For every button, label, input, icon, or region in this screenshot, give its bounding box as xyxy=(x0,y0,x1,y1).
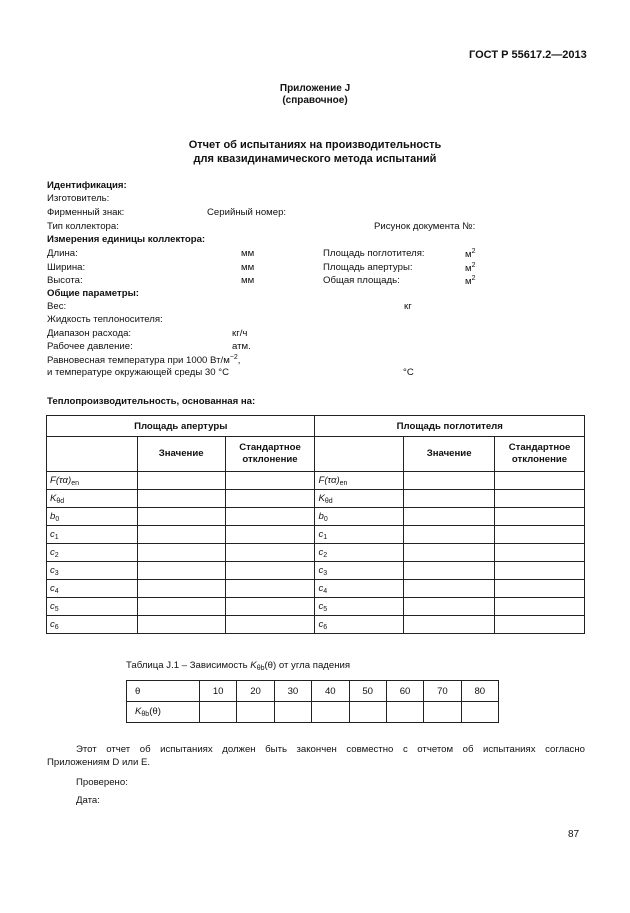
performance-heading: Теплопроизводительность, основанная на: xyxy=(47,396,256,407)
value-cell[interactable] xyxy=(404,508,495,526)
value-cell[interactable] xyxy=(137,562,225,580)
std-cell[interactable] xyxy=(225,490,315,508)
parameter-label: $K_{\theta d}$ xyxy=(315,490,404,508)
table-row xyxy=(47,544,585,562)
std-cell[interactable] xyxy=(495,598,585,616)
std-cell[interactable] xyxy=(225,508,315,526)
note-line2: Приложениям D или E. xyxy=(47,757,151,768)
parameter-label: $c_6$ xyxy=(47,616,138,634)
stagnation-label-line1: Равновесная температура при 1000 $Вт/м^{-2}$, xyxy=(47,354,241,366)
checked-label: Проверено: xyxy=(76,777,128,788)
angle-cell: 70 xyxy=(424,681,461,702)
general-heading: Общие параметры: xyxy=(47,288,139,299)
value-cell[interactable] xyxy=(404,526,495,544)
blank-header-cell xyxy=(315,437,404,472)
std-cell[interactable] xyxy=(495,616,585,634)
angle-table-caption: Таблица J.1 – Зависимость $K_{\theta b}(\theta)$ от угла падения xyxy=(126,660,351,672)
std-cell[interactable] xyxy=(225,562,315,580)
date-label: Дата: xyxy=(76,795,100,806)
aperture-std-header: Стандартное отклонение xyxy=(225,437,315,472)
value-cell[interactable] xyxy=(137,598,225,616)
absorber-value-header: Значение xyxy=(404,437,495,472)
k-value-cell[interactable] xyxy=(424,702,461,723)
std-cell[interactable] xyxy=(495,562,585,580)
table-row xyxy=(47,472,585,490)
std-cell[interactable] xyxy=(225,472,315,490)
gross-area-unit: $м^2$ xyxy=(465,275,476,287)
pressure-unit: атм. xyxy=(232,341,251,352)
table-row xyxy=(47,562,585,580)
table-row xyxy=(47,508,585,526)
table-row xyxy=(47,580,585,598)
weight-unit: кг xyxy=(404,301,412,312)
aperture-area-label: Площадь апертуры: xyxy=(323,262,413,273)
height-unit: мм xyxy=(241,275,255,286)
value-cell[interactable] xyxy=(137,472,225,490)
collector-type-label: Тип коллектора: xyxy=(47,221,119,232)
aperture-value-header: Значение xyxy=(137,437,225,472)
angle-cell: 20 xyxy=(237,681,274,702)
angle-cell: 30 xyxy=(274,681,311,702)
value-cell[interactable] xyxy=(137,526,225,544)
value-cell[interactable] xyxy=(404,616,495,634)
parameter-label: $c_1$ xyxy=(315,526,404,544)
std-cell[interactable] xyxy=(225,526,315,544)
parameter-label: $b_0$ xyxy=(47,508,138,526)
parameter-label: $c_3$ xyxy=(47,562,138,580)
parameter-label: $c_3$ xyxy=(315,562,404,580)
table-row xyxy=(47,526,585,544)
parameter-label: $F(\tau\alpha)_{en}$ xyxy=(47,472,138,490)
width-label: Ширина: xyxy=(47,262,86,273)
value-cell[interactable] xyxy=(404,580,495,598)
std-cell[interactable] xyxy=(495,508,585,526)
value-cell[interactable] xyxy=(404,562,495,580)
pressure-label: Рабочее давление: xyxy=(47,341,133,352)
appendix-title: Приложение J xyxy=(279,83,351,94)
parameter-label: $c_4$ xyxy=(47,580,138,598)
angle-cell: 40 xyxy=(312,681,349,702)
value-cell[interactable] xyxy=(137,508,225,526)
appendix-subtitle: (справочное) xyxy=(282,95,348,106)
std-cell[interactable] xyxy=(495,490,585,508)
std-cell[interactable] xyxy=(225,544,315,562)
absorber-area-label: Площадь поглотителя: xyxy=(323,248,425,259)
value-cell[interactable] xyxy=(404,544,495,562)
k-value-cell[interactable] xyxy=(386,702,423,723)
k-value-cell[interactable] xyxy=(274,702,311,723)
absorber-area-unit: $м^2$ xyxy=(465,248,476,260)
gross-area-label: Общая площадь: xyxy=(323,275,400,286)
theta-label: θ xyxy=(127,681,200,702)
parameter-label: $c_2$ xyxy=(315,544,404,562)
std-cell[interactable] xyxy=(495,544,585,562)
brand-label: Фирменный знак: xyxy=(47,207,125,218)
angle-cell: 80 xyxy=(461,681,498,702)
report-title-line2: для квазидинамического метода испытаний xyxy=(193,153,437,165)
flow-range-label: Диапазон расхода: xyxy=(47,328,132,339)
stagnation-label-line2: и температуре окружающей среды 30 °С xyxy=(47,367,230,378)
value-cell[interactable] xyxy=(404,472,495,490)
value-cell[interactable] xyxy=(137,580,225,598)
parameter-label: $c_4$ xyxy=(315,580,404,598)
parameter-label: $c_5$ xyxy=(315,598,404,616)
fluid-label: Жидкость теплоносителя: xyxy=(47,314,163,325)
width-unit: мм xyxy=(241,262,255,273)
table-row xyxy=(47,598,585,616)
value-cell[interactable] xyxy=(137,490,225,508)
table-row xyxy=(47,490,585,508)
angle-cell: 50 xyxy=(349,681,386,702)
aperture-group-header: Площадь апертуры xyxy=(47,416,315,437)
value-cell[interactable] xyxy=(137,616,225,634)
std-cell[interactable] xyxy=(495,580,585,598)
angle-cell: 10 xyxy=(200,681,237,702)
report-title-line1: Отчет об испытаниях на производительность xyxy=(188,139,442,151)
flow-unit: кг/ч xyxy=(232,328,248,339)
performance-table xyxy=(46,415,585,634)
k-value-cell[interactable] xyxy=(200,702,237,723)
parameter-label: $K_{\theta d}$ xyxy=(47,490,138,508)
height-label: Высота: xyxy=(47,275,83,286)
dimensions-heading: Измерения единицы коллектора: xyxy=(47,234,206,245)
blank-header-cell xyxy=(47,437,138,472)
temp-unit: °С xyxy=(403,367,414,378)
parameter-label: $c_6$ xyxy=(315,616,404,634)
absorber-group-header: Площадь поглотителя xyxy=(315,416,585,437)
parameter-label: $b_0$ xyxy=(315,508,404,526)
parameter-label: $c_2$ xyxy=(47,544,138,562)
k-value-cell[interactable] xyxy=(461,702,498,723)
standard-number: ГОСТ Р 55617.2—2013 xyxy=(469,49,587,61)
weight-label: Вес: xyxy=(47,301,67,312)
value-cell[interactable] xyxy=(404,490,495,508)
parameter-label: $c_5$ xyxy=(47,598,138,616)
serial-label: Серийный номер: xyxy=(207,207,287,218)
table-row xyxy=(47,616,585,634)
note-line1: Этот отчет об испытаниях должен быть закончен совместно с отчетом об испытаниях согласно xyxy=(76,744,585,755)
angle-table xyxy=(126,680,499,723)
drawing-label: Рисунок документа №: xyxy=(374,221,476,232)
k-value-cell[interactable] xyxy=(349,702,386,723)
value-cell[interactable] xyxy=(137,544,225,562)
std-cell[interactable] xyxy=(225,616,315,634)
length-label: Длина: xyxy=(47,248,78,259)
std-cell[interactable] xyxy=(225,598,315,616)
manufacturer-label: Изготовитель: xyxy=(47,193,110,204)
identification-heading: Идентификация: xyxy=(47,180,127,191)
std-cell[interactable] xyxy=(495,526,585,544)
length-unit: мм xyxy=(241,248,255,259)
absorber-std-header: Стандартное отклонение xyxy=(495,437,585,472)
k-value-cell[interactable] xyxy=(312,702,349,723)
angle-cell: 60 xyxy=(386,681,423,702)
std-cell[interactable] xyxy=(495,472,585,490)
value-cell[interactable] xyxy=(404,598,495,616)
page-number: 87 xyxy=(568,829,580,840)
k-theta-label: $K_{\theta b}(\theta)$ xyxy=(127,702,200,723)
std-cell[interactable] xyxy=(225,580,315,598)
parameter-label: $c_1$ xyxy=(47,526,138,544)
aperture-area-unit: $м^2$ xyxy=(465,262,476,274)
parameter-label: $F(\tau\alpha)_{en}$ xyxy=(315,472,404,490)
k-value-cell[interactable] xyxy=(237,702,274,723)
